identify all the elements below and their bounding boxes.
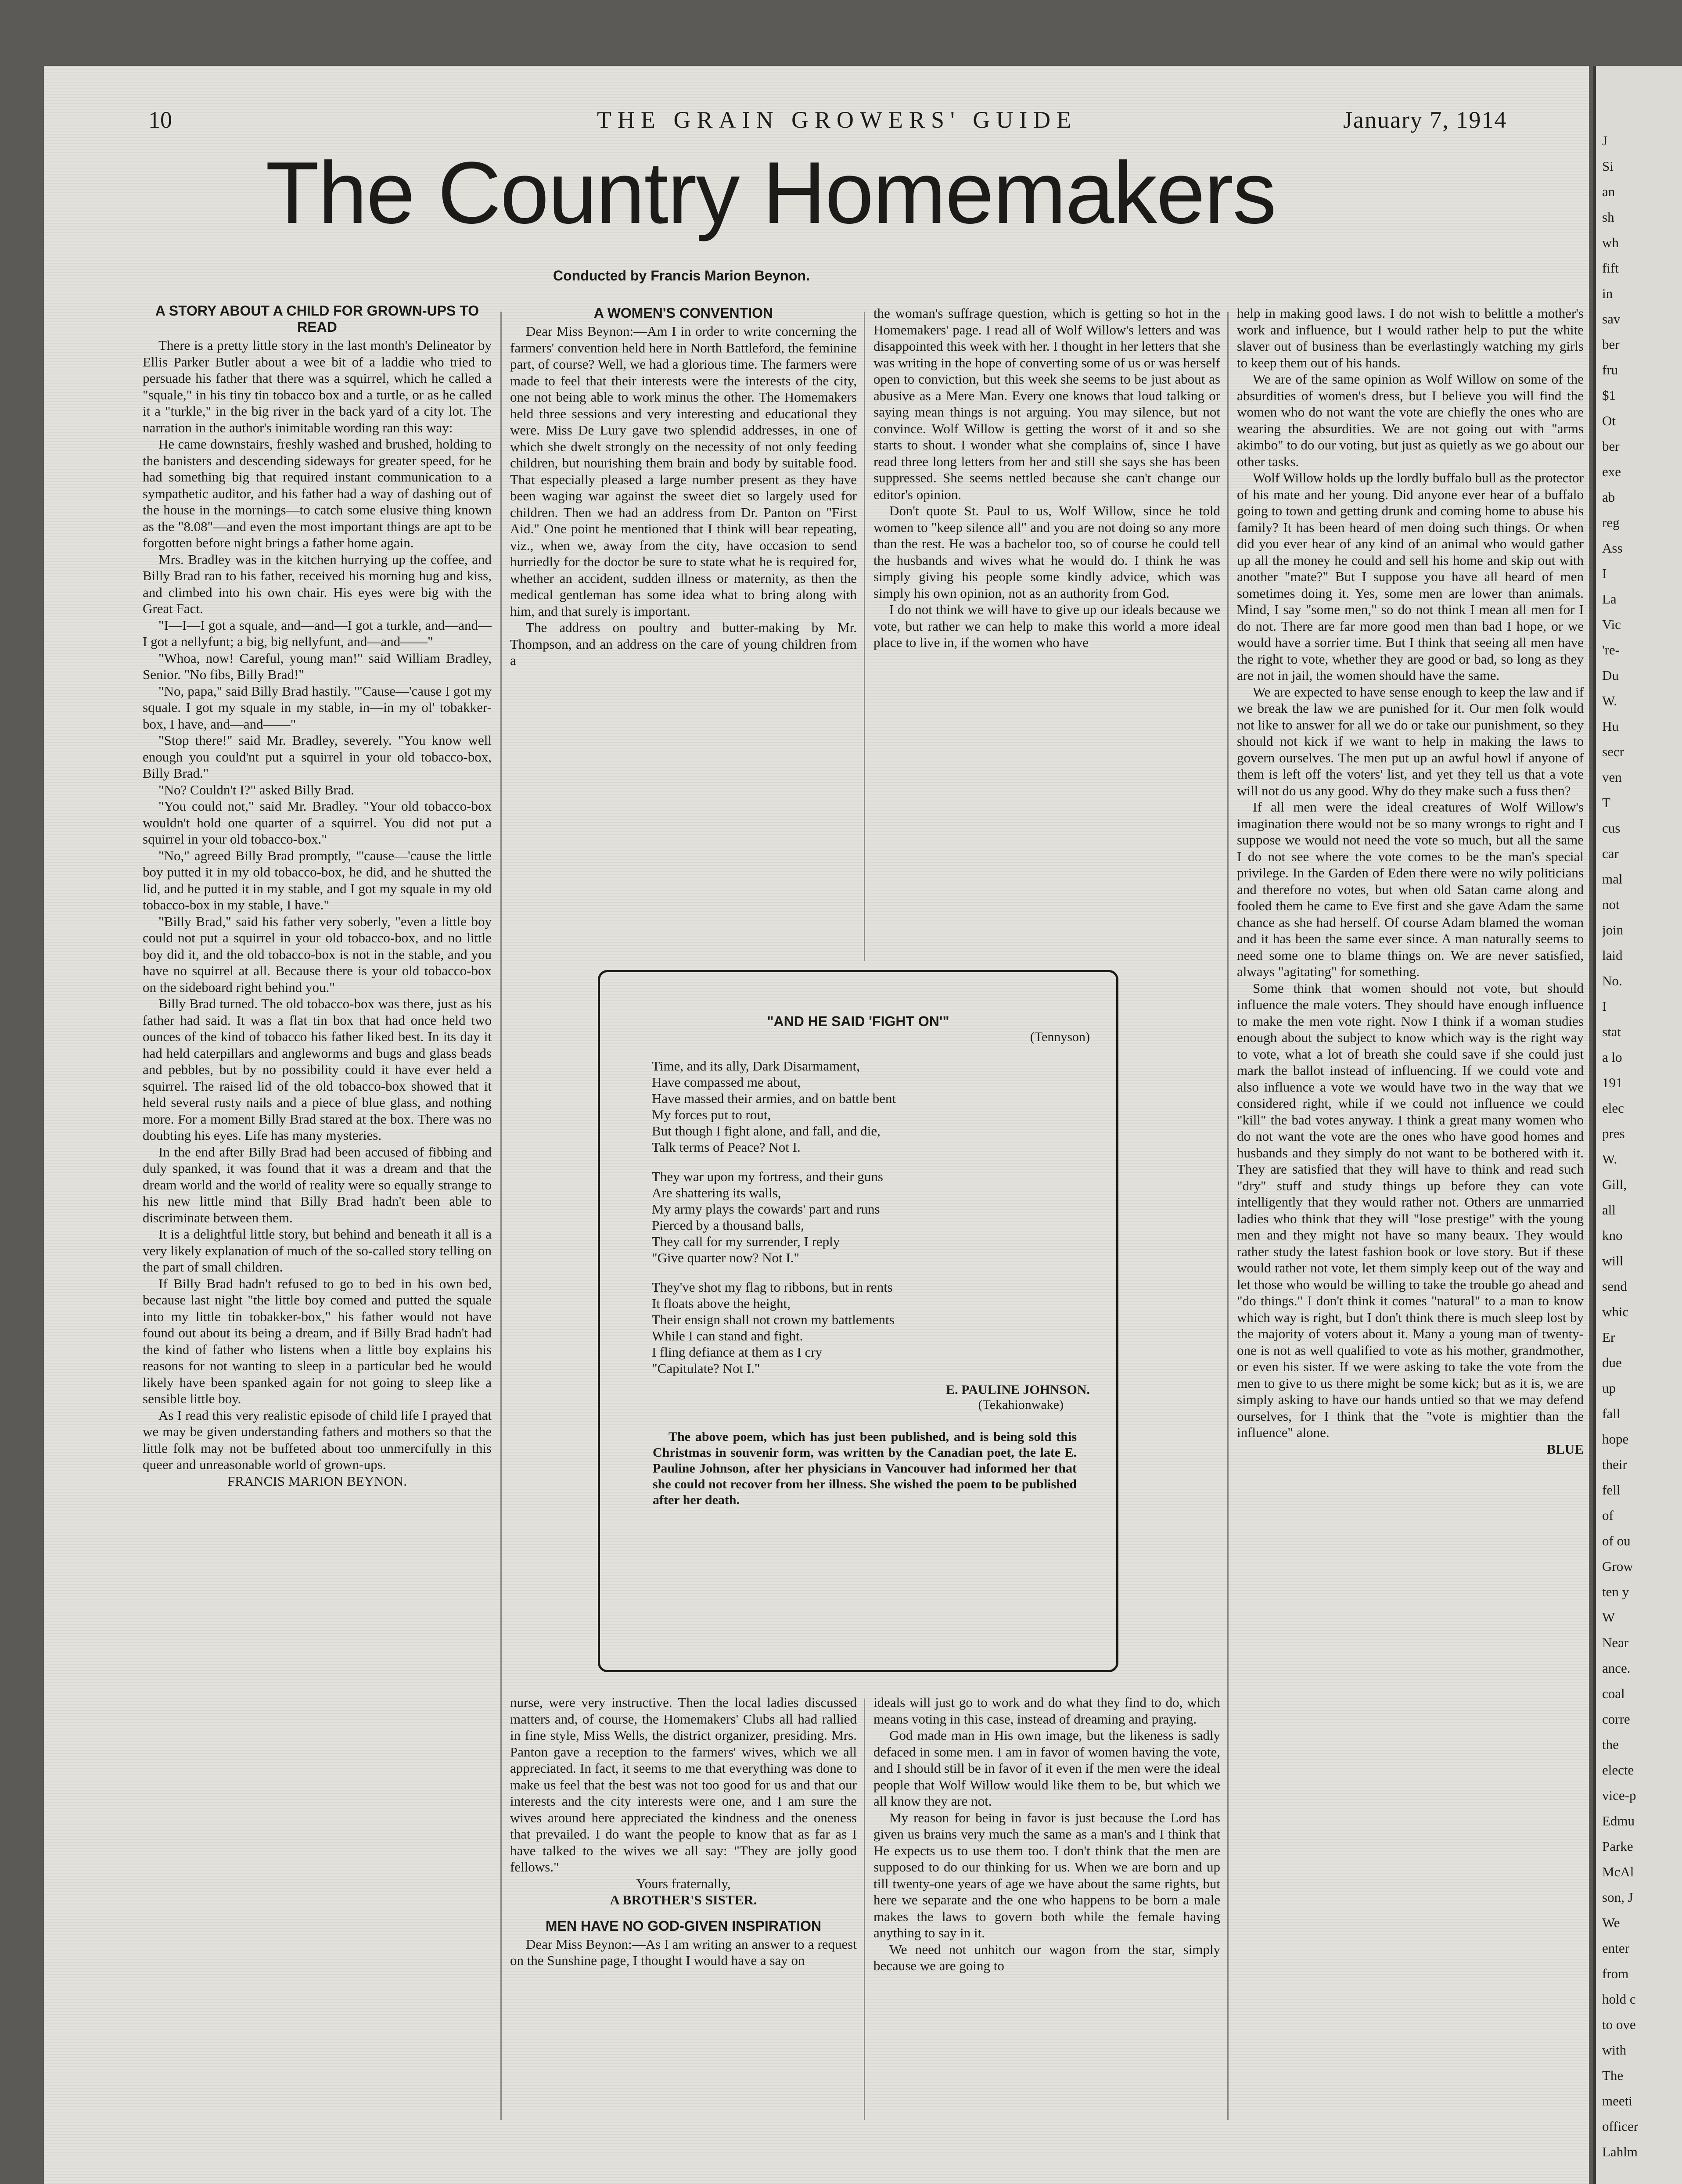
adjacent-page-fragment: hold c	[1602, 1991, 1636, 2007]
column-paragraph: We are expected to have sense enough to keep the law and if we break the law we are punished for it. Our men folk would not like to answer for all we do or take our punishment, so they should not kick if we want to help in making the laws to govern ourselves. The men put up an awful howl if anyone of them is left off the voters' list, and yet they tell us that a vote will not do us any good. Why do they make such a fuss then?	[1237, 684, 1584, 798]
adjacent-page-fragment: I	[1602, 999, 1607, 1014]
story-paragraph: "Whoa, now! Careful, young man!" said William Bradley, Senior. "No fibs, Billy Brad!"	[143, 650, 492, 682]
masthead-title: The Country Homemakers	[266, 144, 1276, 242]
adjacent-page-fragment: of	[1602, 1508, 1614, 1523]
suffrage-continued	[873, 1694, 1220, 2120]
story-paragraph: "Stop there!" said Mr. Bradley, severely. "You know well enough you could'nt put a squirrel in your old tobacco-box, Billy Brad."	[143, 733, 492, 781]
adjacent-page-fragment: W	[1602, 1609, 1615, 1625]
adjacent-page-fragment: Parke	[1602, 1839, 1633, 1854]
adjacent-page-fragment: ven	[1602, 769, 1622, 785]
adjacent-page-fragment: son, J	[1602, 1889, 1633, 1905]
poem-author: E. PAULINE JOHNSON.	[946, 1383, 1090, 1397]
adjacent-page-fragment: up	[1602, 1380, 1616, 1396]
adjacent-page-fragment: La	[1602, 591, 1617, 607]
adjacent-page-fragment: car	[1602, 846, 1619, 861]
poem-box	[598, 970, 1118, 1672]
convention-column	[510, 305, 857, 963]
adjacent-page-fragment: enter	[1602, 1940, 1629, 1956]
adjacent-page-fragment: sh	[1602, 209, 1614, 225]
poem-line: But though I fight alone, and fall, and die,	[652, 1123, 881, 1139]
adjacent-page-fragment: reg	[1602, 515, 1620, 530]
adjacent-page-fragment: will	[1602, 1253, 1624, 1268]
adjacent-page-fragment: officer	[1602, 2119, 1639, 2134]
column-rule	[500, 312, 502, 2120]
adjacent-page-fragment: electe	[1602, 1762, 1634, 1778]
column-signature: BLUE	[1546, 1441, 1584, 1457]
story-signature: FRANCIS MARION BEYNON.	[227, 1473, 407, 1489]
adjacent-page-fragment: Lahlm	[1602, 2144, 1638, 2159]
issue-date: January 7, 1914	[1343, 107, 1507, 133]
adjacent-page-fragment: No.	[1602, 973, 1622, 988]
adjacent-page-fragment: T	[1602, 795, 1610, 810]
adjacent-page-fragment: I	[1602, 566, 1607, 581]
column-rule	[864, 312, 865, 961]
adjacent-page-fragment: send	[1602, 1279, 1627, 1294]
poem-line: Are shattering its walls,	[652, 1185, 781, 1200]
poem-note: The above poem, which has just been published, and is being sold this Christmas in souvenir form, was written by the Canadian poet, the late E. Pauline Johnson, after her physicians in Vancouver had informed her that she could not recover from her illness. She wished the poem to be published after her death.	[653, 1430, 1077, 1507]
column-paragraph: If all men were the ideal creatures of Wolf Willow's imagination there would not be so many wrongs to right and I suppose we would not need the vote so much, but all the same I do not see where the vote comes to be the man's special privilege. In the Garden of Eden there were no wily politicians and therefore no votes, but when old Satan came along and fooled them he came to Eve first and she gave Adam the same chance as she had herself. Of course Adam blamed the woman and it has been the same ever since. A man naturally seems to need some one to blame things on. We are never satisfied, always "agitating" for something.	[1237, 799, 1584, 979]
story-title: A STORY ABOUT A CHILD FOR GROWN-UPS TO READ	[155, 303, 479, 335]
adjacent-page-fragment: vice-p	[1602, 1788, 1636, 1803]
poem-stanza	[652, 1058, 1090, 1155]
story-paragraph: Billy Brad turned. The old tobacco-box was there, just as his father had said. It was a flat tin box that had once held two ounces of the kind of tobacco his father liked best. In its day it had held caterpillars and angleworms and bugs and glass beads and pebbles, but by no possibility could it have ever held a squirrel. The raised lid of the old tobacco-box showed that it held several rusty nails and a piece of blue glass, and nothing more. For a moment Billy Brad stared at the box. There was no doubting his eyes. Life has many mysteries.	[143, 996, 492, 1143]
adjacent-page-fragment: not	[1602, 897, 1620, 912]
story-paragraph: If Billy Brad hadn't refused to go to bed in his own bed, because last night "the little boy comed and putted the squale into my little tin tobakker-box," his father would not have found out about its being a dream, and if Billy Brad hadn't had the kind of father who listens when a little boy explains his reasons for not wanting to sleep in a particular bed he would likely have been spanked again for not going to sleep like a sensible little boy.	[143, 1275, 492, 1406]
adjacent-page-fragment: whic	[1602, 1304, 1629, 1319]
poem-line: They've shot my flag to ribbons, but in rents	[652, 1279, 893, 1295]
adjacent-page-fragment: Grow	[1602, 1559, 1633, 1574]
adjacent-page-fragment: cus	[1602, 820, 1621, 836]
adjacent-page-fragment: Du	[1602, 668, 1619, 683]
adjacent-page-fragment: fru	[1602, 362, 1618, 377]
poem-line: "Give quarter now? Not I."	[652, 1250, 800, 1265]
suffrage-paragraph: My reason for being in favor is just because the Lord has given us brains very much the same as a man's and I think that He expects us to use them too. I don't think that the men are supposed to do our thinking for us. When we are born and up till twenty-one years of age we have about the same rights, but here we separate and the one who happens to be born a male makes the laws to govern both while the female having anything to say in it.	[873, 1810, 1220, 1940]
adjacent-page-fragment: with	[1602, 2042, 1627, 2058]
adjacent-page-fragment: 're-	[1602, 642, 1620, 657]
adjacent-page-fragment: Vic	[1602, 617, 1621, 632]
adjacent-page-fragment: fift	[1602, 260, 1619, 276]
inspiration-title: MEN HAVE NO GOD-GIVEN INSPIRATION	[545, 1918, 822, 1934]
adjacent-page-fragment: elec	[1602, 1100, 1624, 1116]
convention-closing: Yours fraternally,	[636, 1875, 731, 1891]
story-paragraph: "I—I—I got a squale, and—and—I got a turkle, and—and—I got a nellyfunt; a big, big nellyfunt, and—and——"	[143, 617, 492, 649]
adjacent-page-fragment: corre	[1602, 1711, 1630, 1727]
adjacent-page-fragment: W.	[1602, 693, 1617, 708]
inspiration-paragraph: Dear Miss Beynon:—As I am writing an answer to a request on the Sunshine page, I thought I would have a say on	[510, 1936, 857, 1968]
suffrage-column	[873, 305, 1220, 963]
suffrage-paragraph: God made man in His own image, but the likeness is sadly defaced in some men. I am in favor of women having the vote, and I should still be in favor of it even if the men were the ideal people that Wolf Willow would like them to be, but which we all know they are not.	[873, 1728, 1220, 1809]
poem-line: "Capitulate? Not I."	[652, 1361, 760, 1376]
page-number: 10	[148, 107, 172, 133]
story-paragraph: It is a delightful little story, but behind and beneath it all is a very likely explanation of much of the so-called story telling on the part of small children.	[143, 1226, 492, 1275]
adjacent-page-fragment: ance.	[1602, 1660, 1631, 1676]
poem-source: (Tennyson)	[1030, 1030, 1090, 1044]
story-column	[143, 303, 492, 2120]
adjacent-page-fragment: ten y	[1602, 1584, 1629, 1599]
publication-name: THE GRAIN GROWERS' GUIDE	[597, 107, 1078, 133]
story-paragraph: "No," agreed Billy Brad promptly, "'cause—'cause the little boy putted it in my old tobacco-box, he did, and he shutted the lid, and he putted it in my stable, and I got my squale in my old tobacco-box in my stable, I have."	[143, 848, 492, 912]
adjacent-page-fragment: stat	[1602, 1024, 1621, 1039]
adjacent-page-fragment: Hu	[1602, 718, 1619, 734]
adjacent-page-fragment: laid	[1602, 948, 1623, 963]
poem-line: Their ensign shall not crown my battlements	[652, 1312, 895, 1327]
story-paragraph: In the end after Billy Brad had been accused of fibbing and duly spanked, it was found that it was a dream and that the dream world and the world of reality were so equally strange to his new little mind that Billy Brad hadn't been able to discriminate between them.	[143, 1144, 492, 1225]
fourth-column	[1237, 305, 1584, 2122]
adjacent-page-fragment: their	[1602, 1457, 1627, 1472]
adjacent-page-fragment: from	[1602, 1966, 1629, 1981]
adjacent-page-fragment: all	[1602, 1202, 1616, 1218]
adjacent-page-fragment: Si	[1602, 158, 1614, 174]
adjacent-page-fragment: mal	[1602, 871, 1623, 887]
adjacent-page-fragment: meeti	[1602, 2093, 1632, 2109]
poem-line: My army plays the cowards' part and runs	[652, 1201, 880, 1217]
poem-line: Pierced by a thousand balls,	[652, 1218, 804, 1233]
adjacent-page-fragment: kno	[1602, 1228, 1623, 1243]
adjacent-page-fragment: an	[1602, 184, 1615, 199]
adjacent-page-fragment: exe	[1602, 464, 1621, 479]
adjacent-page-fragment: fall	[1602, 1406, 1621, 1421]
adjacent-page-fragment: Ass	[1602, 540, 1623, 556]
suffrage-paragraph: ideals will just go to work and do what they find to do, which means voting in this case, instead of dreaming and praying.	[873, 1695, 1220, 1727]
poem-line: While I can stand and fight.	[652, 1328, 803, 1343]
column-rule	[864, 1699, 865, 2120]
adjacent-page-fragment: pres	[1602, 1126, 1625, 1141]
adjacent-page-fragment: of ou	[1602, 1533, 1631, 1548]
adjacent-page-fragment: hope	[1602, 1431, 1629, 1447]
adjacent-page-fragment: Er	[1602, 1329, 1615, 1345]
suffrage-paragraph: We need not unhitch our wagon from the star, simply because we are going to	[873, 1941, 1220, 1973]
suffrage-paragraph: I do not think we will have to give up our ideals because we vote, but rather we can help to make this world a more ideal place to live in, if the women who have	[873, 602, 1220, 650]
story-paragraph: There is a pretty little story in the last month's Delineator by Ellis Parker Butler about a wee bit of a laddie who tried to persuade his father that there was a squirrel, which he called a "squale," in his tiny tin tobacco box and a turtle, or as he called it a "turkle," in the big river in the back yard of a city lot. The narration in the author's inimitable wording ran this way:	[143, 338, 492, 435]
poem-line: I fling defiance at them as I cry	[652, 1344, 823, 1360]
adjacent-page-fragment: Ot	[1602, 413, 1616, 428]
byline: Conducted by Francis Marion Beynon.	[553, 268, 810, 284]
adjacent-page-edge	[1593, 66, 1682, 2184]
story-paragraph: "Billy Brad," said his father very soberly, "even a little boy could not put a squirrel in your old tobacco-box, and no little boy did it, and the old tobacco-box is not in the stable, and you have no squirrel at all. Because there is your old tobacco-box on the sideboard right behind you."	[143, 913, 492, 995]
adjacent-page-fragment: ber	[1602, 337, 1620, 352]
story-paragraph: "You could not," said Mr. Bradley. "Your old tobacco-box wouldn't hold one quarter of a squirrel. You did not put a squirrel in your old tobacco-box."	[143, 798, 492, 847]
convention-paragraph: nurse, were very instructive. Then the local ladies discussed matters and, of course, the Homemakers' Clubs all had rallied in fine style, Miss Wells, the district organizer, presiding. Mrs. Panton gave a reception to the farmers' wives, which we all appreciated. In fact, it seems to me that everything was done to make us feel that the best was not too good for us and that our interests and the city interests were one, and I am sure the wives around here appreciated the kindness and the oneness that prevailed. I do want the people to know that as far as I have talked to the wives we all say: "They are jolly good fellows."	[510, 1695, 857, 1875]
story-paragraph: "No, papa," said Billy Brad hastily. "'Cause—'cause I got my squale. I got my squale in my stable, in—in my ol' tobakker-box, I have, and—and——"	[143, 683, 492, 732]
newspaper-page	[44, 66, 1589, 2184]
adjacent-page-fragment: coal	[1602, 1686, 1625, 1701]
adjacent-page-fragment: Near	[1602, 1635, 1629, 1650]
adjacent-page-fragment: due	[1602, 1355, 1622, 1370]
convention-paragraph: The address on poultry and butter-making by Mr. Thompson, and an address on the care of young children from a	[510, 620, 857, 668]
poem-author-alias: (Tekahionwake)	[978, 1397, 1064, 1412]
convention-continued	[510, 1694, 857, 2120]
poem-line: Have massed their armies, and on battle bent	[652, 1091, 896, 1106]
adjacent-page-fragment: Gill,	[1602, 1177, 1627, 1192]
adjacent-page-fragment: secr	[1602, 744, 1624, 759]
poem-title: "AND HE SAID 'FIGHT ON'"	[767, 1013, 949, 1029]
adjacent-page-fragment: $1	[1602, 388, 1616, 403]
adjacent-page-fragment: ber	[1602, 438, 1620, 454]
poem-line: They war upon my fortress, and their guns	[652, 1169, 883, 1184]
adjacent-page-fragment: McAl	[1602, 1864, 1634, 1879]
suffrage-paragraph: Don't quote St. Paul to us, Wolf Willow, since he told women to "keep silence all" and you are not doing so any more than the rest. He was a bachelor too, so of course he could tell the husbands and wives what he would do. I think he was simply giving his people some kindly advice, which was simply his own opinion, not as an authority from God.	[873, 503, 1220, 601]
adjacent-page-fragment: a lo	[1602, 1049, 1622, 1065]
adjacent-page-fragment: ab	[1602, 489, 1615, 505]
poem-line: Time, and its ally, Dark Disarmament,	[652, 1058, 860, 1074]
adjacent-page-fragment: J	[1602, 133, 1608, 148]
column-paragraph: help in making good laws. I do not wish to belittle a mother's work and influence, but I would rather help to put the white slaver out of business than be everlastingly watching my girls to keep them out of his hands.	[1237, 305, 1584, 370]
adjacent-page-fragment: W.	[1602, 1151, 1617, 1167]
poem-line: Talk terms of Peace? Not I.	[652, 1139, 801, 1155]
story-paragraph: As I read this very realistic episode of child life I prayed that we may be given understanding fathers and mothers so that the little folk may not be buffeted about too unmercifully in this queer and unreasonable world of grown-ups.	[143, 1407, 492, 1472]
column-paragraph: We are of the same opinion as Wolf Willow on some of the absurdities of women's dress, but I believe you will find the women who do not want the vote are chiefly the ones who are wearing the absurdities. We are not going out with "arms akimbo" to do our voting, but just as quietly as we go about our other tasks.	[1237, 371, 1584, 469]
convention-signature: A BROTHER'S SISTER.	[610, 1892, 757, 1907]
convention-paragraph: Dear Miss Beynon:—Am I in order to write concerning the farmers' convention held here in North Battleford, the feminine part, of course? Well, we had a glorious time. The farmers were made to feel that their interests were the interests of the city, one not being able to work minus the other. The Homemakers held three sessions and very interesting and educational they were. Miss De Lury gave two splendid addresses, in one of which she dwelt strongly on the necessity of not only feeding children, but nourishing them brain and body by suitable food. That especially pleased a large number present as they have been waging war against the sweet diet so largely used for children. Then we had an address from Dr. Panton on "First Aid." One point he mentioned that I think will bear repeating, viz., when we, away from the city, have occasion to send hurriedly for the doctor be sure to state what he is required for, whether an accident, sudden illness or maternity, as then the medical gentleman has some idea what to bring along with him, and that surely is important.	[510, 323, 857, 619]
adjacent-page-fragment: sav	[1602, 311, 1621, 327]
adjacent-page-fragment: wh	[1602, 235, 1619, 250]
adjacent-page-fragment: join	[1602, 922, 1624, 938]
adjacent-page-fragment: 191	[1602, 1075, 1623, 1090]
adjacent-page-fragment: fell	[1602, 1482, 1621, 1498]
poem-stanza	[652, 1279, 1090, 1376]
adjacent-page-fragment: the	[1602, 1737, 1619, 1752]
poem-line: It floats above the height,	[652, 1296, 791, 1311]
suffrage-paragraph: the woman's suffrage question, which is getting so hot in the Homemakers' page. I read all of Wolf Willow's letters and was disappointed this week with her. I thought in her letters that she was writing in the hope of converting some of us or was herself open to conviction, but this week she seems to be just about as abusive as a Mere Man. Every one knows that loud talking or saying mean things is not arguing. You may silence, but not convince. Wolf Willow is getting the worst of it and so she starts to shout. I wonder what she complains of, since I have read three long letters from her and still she says she has been suppressed. She seems nettled because she can't change our editor's opinion.	[873, 305, 1220, 502]
adjacent-page-fragment: to ove	[1602, 2017, 1636, 2032]
adjacent-page-fragment: in	[1602, 286, 1613, 301]
poem-line: My forces put to rout,	[652, 1107, 771, 1122]
poem-stanza	[652, 1168, 1090, 1266]
story-paragraph: He came downstairs, freshly washed and brushed, holding to the banisters and descending sideways for greater speed, for he had something big that required instant communication to a sympathetic auditor, and his father had a way of dashing out of the house in the mornings—to catch some elusive thing known as the "8.08"—and even the most important things are apt to be forgotten before night brings a father home again.	[143, 436, 492, 550]
adjacent-page-fragment: The	[1602, 2068, 1624, 2083]
column-paragraph: Wolf Willow holds up the lordly buffalo bull as the protector of his mate and her young. Did anyone ever hear of a buffalo going to town and getting drunk and coming home to abuse his family? It has been heard of men doing such things. Or when did you ever hear of any kind of an animal who would gather up all the money he could and sell his home and skip out with another "mate?" But I suppose you have all heard of men sometimes doing it. Yes, some men are lower than animals. Mind, I say "some men," so do not think I mean all men for I do not. There are far more good men than bad I hope, or we would have a sorrier time. But I think that seeing all men have the right to vote, whether they are good or bad, so long as they are not in jail, the women should have the same.	[1237, 470, 1584, 683]
story-paragraph: "No? Couldn't I?" asked Billy Brad.	[158, 782, 354, 797]
adjacent-page-fragment: We	[1602, 1915, 1620, 1930]
column-rule	[1227, 312, 1229, 2120]
poem-line: Have compassed me about,	[652, 1074, 801, 1090]
poem-line: They call for my surrender, I reply	[652, 1234, 840, 1249]
adjacent-page-fragment: Edmu	[1602, 1813, 1635, 1828]
column-paragraph: Some think that women should not vote, but should influence the male voters. They should have enough influence to make the men vote right. Now I think if a woman studies enough about the subject to know which way is the right way to vote, what a lot of breath she could save if she could just mark the ballot instead of influencing. If we could vote and also influence a vote we would have two in the way that we considered right, while if we could not influence we could "kill" the bad votes anyway. I think a great many women who do not want the vote are the ones who have good homes and husbands and they simply do not want to be bothered with it. They are satisfied that they will have to think and read such "dry" stuff and study things up before they can vote intelligently that they would rather not. Others are unmarried ladies who think that they will "lose prestige" with the young men and they might not have so many beaux. They would rather study the latest fashion book or love story. But if these would rather not vote, let them simply keep out of the way and let those who would be willing to take the trouble go ahead and "do things." I don't think it comes "natural" to a man to know which way is right, but I don't think there is much sleep lost by the majority of voters about it. Many a young man of twenty-one is not as well qualified to vote as his mother, grandmother, or even his sister. If we were asking to take the vote from the men to give to us there might be some kick; but as it is, we are simply asking to have our hands untied so that we may defend ourselves, for I think that the "vote is mightier than the influence" alone.	[1237, 980, 1584, 1440]
convention-title: A WOMEN'S CONVENTION	[593, 305, 773, 321]
story-paragraph: Mrs. Bradley was in the kitchen hurrying up the coffee, and Billy Brad ran to his father, received his morning hug and kiss, and climbed into his own chair. His eyes were big with the Great Fact.	[143, 551, 492, 616]
